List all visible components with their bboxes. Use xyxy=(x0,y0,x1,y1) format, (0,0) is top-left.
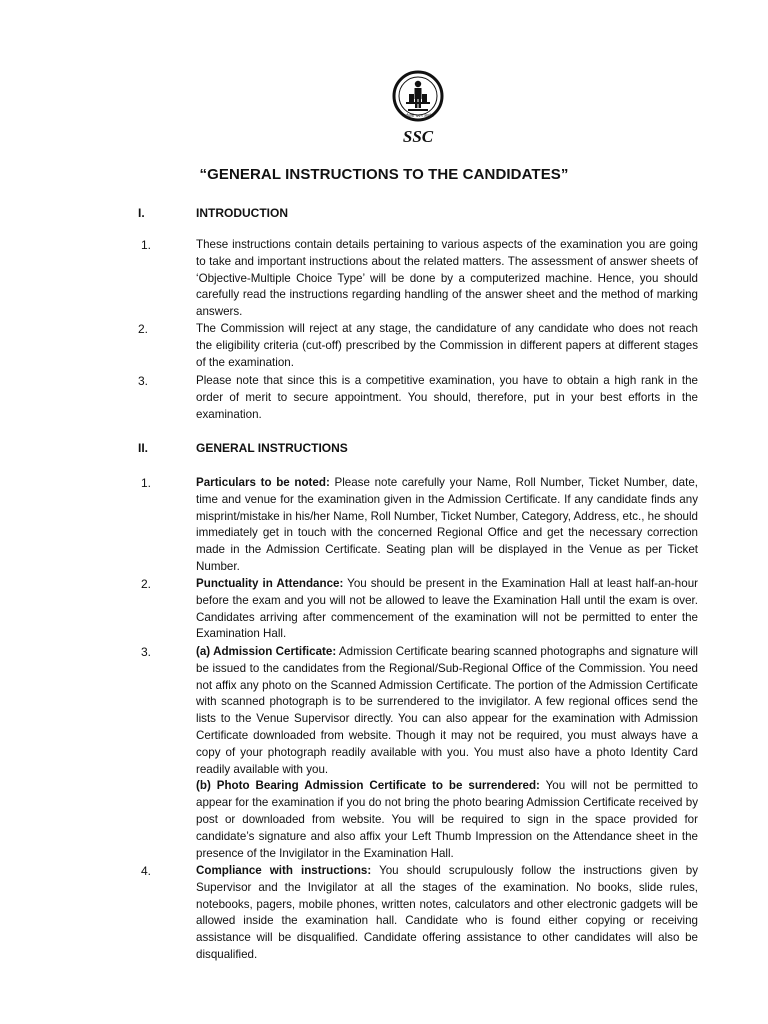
document-title: “GENERAL INSTRUCTIONS TO THE CANDIDATES” xyxy=(199,166,569,183)
paragraph xyxy=(196,475,698,576)
paragraph-lead: Punctuality in Attendance: xyxy=(196,577,344,590)
svg-text:कर्मचारी चयन आयोग: कर्मचारी चयन आयोग xyxy=(402,113,434,118)
item-number: 4. xyxy=(141,864,152,878)
paragraph xyxy=(196,373,698,423)
item-number: 2. xyxy=(138,322,149,336)
paragraph-text: You should be present in the Examination Hall at least half-an-hour before the exam and you will not be allowed to leave the Examination Hall until the exam is over. Candidates arriving after commencement of the examination will not be permitted to enter the Examination Hall. xyxy=(196,577,699,641)
svg-text:SSC: SSC xyxy=(402,127,434,146)
paragraph-lead: (b) Photo Bearing Admission Certificate to be surrendered: xyxy=(196,779,540,793)
paragraph-text: Admission Certificate bearing scanned photographs and signature will be issued to the candidates from the Regional/Sub-Regional Office of the Commission. You need not affix any photo on the Scanned Admission Certificate. The portion of the Admission Certificate with scanned photograph is to be surrendered to the invigilator. A few regional offices send the lists to the Venue Supervisor directly. You can also appear for the examination with Admission Certificate downloaded from website. Though it may not be required, you must always have a copy of your photograph readily available with you. You must also have a photo Identity Card readily available with you. xyxy=(196,645,699,776)
item-number: 2. xyxy=(141,577,152,591)
section-numeral: II. xyxy=(138,441,149,455)
paragraph xyxy=(196,863,698,964)
item-number: 1. xyxy=(141,476,152,490)
paragraph-lead: Compliance with instructions: xyxy=(196,864,372,877)
paragraph-lead: (a) Admission Certificate: xyxy=(196,645,337,658)
paragraph xyxy=(196,237,698,321)
item-number: 3. xyxy=(138,374,149,388)
section-heading: GENERAL INSTRUCTIONS xyxy=(196,441,348,455)
section-numeral: I. xyxy=(138,206,145,220)
item-number: 3. xyxy=(141,645,152,659)
paragraph xyxy=(196,644,698,862)
section-heading: INTRODUCTION xyxy=(196,206,288,220)
paragraph-text: These instructions contain details pertaining to various aspects of the examination you are going to take and important instructions about the related matters. The assessment of answer sheets of ‘Objective-Multiple Choice Type’ will be done by a computerized machine. Hence, you should carefully read the instructions regarding handling of the answer sheet and the method of marking answers. xyxy=(196,238,698,319)
paragraph xyxy=(196,321,698,371)
paragraph xyxy=(196,576,698,643)
item-number: 1. xyxy=(141,238,152,252)
paragraph-text: You will not be permitted to appear for the examination if you do not bring the photo bearing Admission Certificate received by post or downloaded from website. You will be required to sign in the space provided for candidate’s signature and also affix your Left Thumb Impression on the Attendance sheet in the presence of the Invigilator in the Examination Hall. xyxy=(196,779,698,860)
paragraph-text: The Commission will reject at any stage, the candidature of any candidate who does not reach the eligibility criteria (cut-off) prescribed by the Commission in different papers at different stages of the examination. xyxy=(196,322,698,369)
paragraph-lead: Particulars to be noted: xyxy=(196,476,330,489)
paragraph-text: You should scrupulously follow the instructions given by Supervisor and the Invigilator at all the stages of the examination. No books, slide rules, notebooks, pagers, mobile phones, written notes, calculators and other electronic gadgets will be allowed inside the examination hall. Candidate who is found either copying or receiving assistance will be disqualified. Candidate offering assistance to other candidates will also be disqualified. xyxy=(196,864,698,961)
paragraph-text: Please note that since this is a competitive examination, you have to obtain a high rank in the order of merit to secure appointment. You should, therefore, put in your best efforts in the examination. xyxy=(196,374,698,421)
paragraph-text: Please note carefully your Name, Roll Number, Ticket Number, date, time and venue for the examination given in the Admission Certificate. If any candidate finds any misprint/mistake in his/her Name, Roll Number, Ticket Number, Category, Address, etc., he should immediately get in touch with the concerned Regional Office and get the necessary correction made in the Admission Certificate. Seating plan will be displayed in the Venue as per Ticket Number. xyxy=(196,476,698,573)
ssc-logo-icon xyxy=(388,70,448,146)
